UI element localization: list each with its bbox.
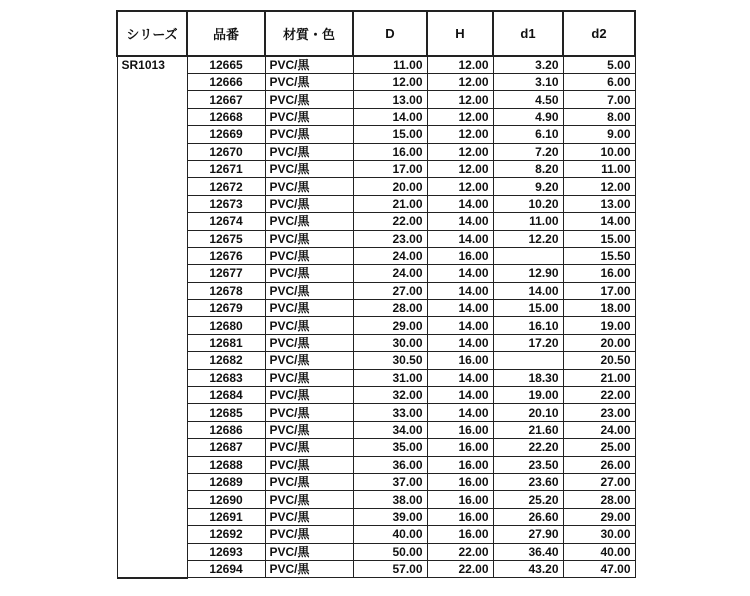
h-cell: 12.00 bbox=[427, 126, 493, 143]
part-code-cell: 12667 bbox=[187, 91, 265, 108]
table-row bbox=[117, 265, 635, 282]
d2-cell: 40.00 bbox=[563, 543, 635, 560]
table-row bbox=[117, 317, 635, 334]
table-header bbox=[117, 11, 635, 56]
material-cell: PVC/黒 bbox=[265, 508, 353, 525]
part-code-cell: 12683 bbox=[187, 369, 265, 386]
part-code-cell: 12669 bbox=[187, 126, 265, 143]
h-cell: 14.00 bbox=[427, 282, 493, 299]
header-code: 品番 bbox=[187, 11, 265, 56]
table-row bbox=[117, 508, 635, 525]
d-cell: 35.00 bbox=[353, 439, 427, 456]
part-code-cell: 12673 bbox=[187, 195, 265, 212]
material-cell: PVC/黒 bbox=[265, 387, 353, 404]
d2-cell: 16.00 bbox=[563, 265, 635, 282]
h-cell: 12.00 bbox=[427, 108, 493, 125]
d2-cell: 15.00 bbox=[563, 230, 635, 247]
d2-cell: 17.00 bbox=[563, 282, 635, 299]
d2-cell: 9.00 bbox=[563, 126, 635, 143]
d-cell: 24.00 bbox=[353, 265, 427, 282]
d-cell: 30.00 bbox=[353, 334, 427, 351]
material-cell: PVC/黒 bbox=[265, 352, 353, 369]
h-cell: 12.00 bbox=[427, 91, 493, 108]
d1-cell: 8.20 bbox=[493, 160, 563, 177]
d2-cell: 27.00 bbox=[563, 473, 635, 490]
material-cell: PVC/黒 bbox=[265, 543, 353, 560]
h-cell: 14.00 bbox=[427, 195, 493, 212]
d-cell: 32.00 bbox=[353, 387, 427, 404]
d1-cell: 14.00 bbox=[493, 282, 563, 299]
h-cell: 16.00 bbox=[427, 473, 493, 490]
part-code-cell: 12684 bbox=[187, 387, 265, 404]
table-row bbox=[117, 178, 635, 195]
table-row bbox=[117, 195, 635, 212]
header-d2: d2 bbox=[563, 11, 635, 56]
table-row bbox=[117, 300, 635, 317]
d1-cell: 26.60 bbox=[493, 508, 563, 525]
d-cell: 28.00 bbox=[353, 300, 427, 317]
d-cell: 57.00 bbox=[353, 560, 427, 577]
table-row bbox=[117, 74, 635, 91]
material-cell: PVC/黒 bbox=[265, 404, 353, 421]
material-cell: PVC/黒 bbox=[265, 491, 353, 508]
part-code-cell: 12674 bbox=[187, 213, 265, 230]
d1-cell bbox=[493, 352, 563, 369]
d1-cell: 23.50 bbox=[493, 456, 563, 473]
d1-cell: 4.90 bbox=[493, 108, 563, 125]
d2-cell: 10.00 bbox=[563, 143, 635, 160]
material-cell: PVC/黒 bbox=[265, 91, 353, 108]
d2-cell: 12.00 bbox=[563, 178, 635, 195]
d2-cell: 15.50 bbox=[563, 247, 635, 264]
part-code-cell: 12689 bbox=[187, 473, 265, 490]
part-code-cell: 12665 bbox=[187, 56, 265, 74]
d1-cell: 3.10 bbox=[493, 74, 563, 91]
material-cell: PVC/黒 bbox=[265, 213, 353, 230]
table-body bbox=[117, 56, 635, 578]
table-row bbox=[117, 91, 635, 108]
d-cell: 30.50 bbox=[353, 352, 427, 369]
d2-cell: 30.00 bbox=[563, 526, 635, 543]
material-cell: PVC/黒 bbox=[265, 317, 353, 334]
material-cell: PVC/黒 bbox=[265, 369, 353, 386]
d-cell: 12.00 bbox=[353, 74, 427, 91]
d-cell: 34.00 bbox=[353, 421, 427, 438]
d-cell: 31.00 bbox=[353, 369, 427, 386]
spec-table bbox=[116, 10, 636, 579]
d-cell: 33.00 bbox=[353, 404, 427, 421]
table-row bbox=[117, 56, 635, 74]
d1-cell: 36.40 bbox=[493, 543, 563, 560]
d1-cell: 27.90 bbox=[493, 526, 563, 543]
table-row bbox=[117, 491, 635, 508]
material-cell: PVC/黒 bbox=[265, 300, 353, 317]
header-material: 材質・色 bbox=[265, 11, 353, 56]
d1-cell: 20.10 bbox=[493, 404, 563, 421]
h-cell: 16.00 bbox=[427, 526, 493, 543]
table-row bbox=[117, 352, 635, 369]
material-cell: PVC/黒 bbox=[265, 439, 353, 456]
d-cell: 11.00 bbox=[353, 56, 427, 74]
table-row bbox=[117, 282, 635, 299]
d-cell: 17.00 bbox=[353, 160, 427, 177]
d-cell: 20.00 bbox=[353, 178, 427, 195]
table-row bbox=[117, 126, 635, 143]
part-code-cell: 12685 bbox=[187, 404, 265, 421]
part-code-cell: 12672 bbox=[187, 178, 265, 195]
header-d: D bbox=[353, 11, 427, 56]
h-cell: 14.00 bbox=[427, 334, 493, 351]
part-code-cell: 12690 bbox=[187, 491, 265, 508]
table-row bbox=[117, 456, 635, 473]
table-row bbox=[117, 439, 635, 456]
table-row bbox=[117, 404, 635, 421]
h-cell: 12.00 bbox=[427, 178, 493, 195]
d1-cell: 21.60 bbox=[493, 421, 563, 438]
d1-cell: 19.00 bbox=[493, 387, 563, 404]
material-cell: PVC/黒 bbox=[265, 334, 353, 351]
h-cell: 16.00 bbox=[427, 421, 493, 438]
table-row bbox=[117, 213, 635, 230]
d2-cell: 29.00 bbox=[563, 508, 635, 525]
d-cell: 50.00 bbox=[353, 543, 427, 560]
part-code-cell: 12687 bbox=[187, 439, 265, 456]
h-cell: 12.00 bbox=[427, 160, 493, 177]
material-cell: PVC/黒 bbox=[265, 230, 353, 247]
h-cell: 16.00 bbox=[427, 247, 493, 264]
part-code-cell: 12670 bbox=[187, 143, 265, 160]
d1-cell: 22.20 bbox=[493, 439, 563, 456]
material-cell: PVC/黒 bbox=[265, 160, 353, 177]
h-cell: 16.00 bbox=[427, 352, 493, 369]
d1-cell: 12.90 bbox=[493, 265, 563, 282]
part-code-cell: 12682 bbox=[187, 352, 265, 369]
d2-cell: 8.00 bbox=[563, 108, 635, 125]
d2-cell: 7.00 bbox=[563, 91, 635, 108]
material-cell: PVC/黒 bbox=[265, 456, 353, 473]
material-cell: PVC/黒 bbox=[265, 108, 353, 125]
part-code-cell: 12678 bbox=[187, 282, 265, 299]
d1-cell: 25.20 bbox=[493, 491, 563, 508]
d1-cell: 12.20 bbox=[493, 230, 563, 247]
d2-cell: 22.00 bbox=[563, 387, 635, 404]
material-cell: PVC/黒 bbox=[265, 421, 353, 438]
h-cell: 14.00 bbox=[427, 230, 493, 247]
part-code-cell: 12677 bbox=[187, 265, 265, 282]
d2-cell: 6.00 bbox=[563, 74, 635, 91]
d-cell: 23.00 bbox=[353, 230, 427, 247]
table-row bbox=[117, 473, 635, 490]
d-cell: 16.00 bbox=[353, 143, 427, 160]
table-row bbox=[117, 160, 635, 177]
d1-cell: 18.30 bbox=[493, 369, 563, 386]
d2-cell: 14.00 bbox=[563, 213, 635, 230]
d2-cell: 20.00 bbox=[563, 334, 635, 351]
h-cell: 14.00 bbox=[427, 317, 493, 334]
d-cell: 29.00 bbox=[353, 317, 427, 334]
material-cell: PVC/黒 bbox=[265, 126, 353, 143]
d-cell: 21.00 bbox=[353, 195, 427, 212]
material-cell: PVC/黒 bbox=[265, 195, 353, 212]
material-cell: PVC/黒 bbox=[265, 560, 353, 577]
part-code-cell: 12694 bbox=[187, 560, 265, 577]
part-code-cell: 12688 bbox=[187, 456, 265, 473]
d1-cell: 16.10 bbox=[493, 317, 563, 334]
d1-cell: 4.50 bbox=[493, 91, 563, 108]
part-code-cell: 12676 bbox=[187, 247, 265, 264]
material-cell: PVC/黒 bbox=[265, 265, 353, 282]
header-row bbox=[117, 11, 635, 56]
series-cell: SR1013 bbox=[117, 56, 187, 578]
part-code-cell: 12666 bbox=[187, 74, 265, 91]
h-cell: 14.00 bbox=[427, 387, 493, 404]
d-cell: 39.00 bbox=[353, 508, 427, 525]
d-cell: 27.00 bbox=[353, 282, 427, 299]
h-cell: 12.00 bbox=[427, 143, 493, 160]
table-row bbox=[117, 560, 635, 577]
h-cell: 16.00 bbox=[427, 456, 493, 473]
d1-cell: 15.00 bbox=[493, 300, 563, 317]
material-cell: PVC/黒 bbox=[265, 56, 353, 74]
table-row bbox=[117, 387, 635, 404]
header-series: シリーズ bbox=[117, 11, 187, 56]
part-code-cell: 12680 bbox=[187, 317, 265, 334]
h-cell: 14.00 bbox=[427, 300, 493, 317]
d2-cell: 5.00 bbox=[563, 56, 635, 74]
table-row bbox=[117, 369, 635, 386]
d1-cell: 9.20 bbox=[493, 178, 563, 195]
material-cell: PVC/黒 bbox=[265, 282, 353, 299]
h-cell: 14.00 bbox=[427, 213, 493, 230]
d2-cell: 28.00 bbox=[563, 491, 635, 508]
h-cell: 22.00 bbox=[427, 560, 493, 577]
table-row bbox=[117, 334, 635, 351]
part-code-cell: 12693 bbox=[187, 543, 265, 560]
h-cell: 16.00 bbox=[427, 439, 493, 456]
d-cell: 24.00 bbox=[353, 247, 427, 264]
part-code-cell: 12675 bbox=[187, 230, 265, 247]
d1-cell bbox=[493, 247, 563, 264]
part-code-cell: 12671 bbox=[187, 160, 265, 177]
table-row bbox=[117, 143, 635, 160]
table-row bbox=[117, 421, 635, 438]
d1-cell: 11.00 bbox=[493, 213, 563, 230]
d-cell: 36.00 bbox=[353, 456, 427, 473]
h-cell: 16.00 bbox=[427, 491, 493, 508]
d-cell: 37.00 bbox=[353, 473, 427, 490]
h-cell: 14.00 bbox=[427, 404, 493, 421]
table-row bbox=[117, 230, 635, 247]
d2-cell: 23.00 bbox=[563, 404, 635, 421]
part-code-cell: 12679 bbox=[187, 300, 265, 317]
d2-cell: 19.00 bbox=[563, 317, 635, 334]
d-cell: 15.00 bbox=[353, 126, 427, 143]
material-cell: PVC/黒 bbox=[265, 178, 353, 195]
part-code-cell: 12668 bbox=[187, 108, 265, 125]
d-cell: 13.00 bbox=[353, 91, 427, 108]
d2-cell: 25.00 bbox=[563, 439, 635, 456]
material-cell: PVC/黒 bbox=[265, 247, 353, 264]
h-cell: 14.00 bbox=[427, 369, 493, 386]
material-cell: PVC/黒 bbox=[265, 74, 353, 91]
d1-cell: 7.20 bbox=[493, 143, 563, 160]
d2-cell: 26.00 bbox=[563, 456, 635, 473]
d2-cell: 13.00 bbox=[563, 195, 635, 212]
h-cell: 22.00 bbox=[427, 543, 493, 560]
d-cell: 38.00 bbox=[353, 491, 427, 508]
material-cell: PVC/黒 bbox=[265, 143, 353, 160]
table-row bbox=[117, 526, 635, 543]
d2-cell: 18.00 bbox=[563, 300, 635, 317]
d1-cell: 43.20 bbox=[493, 560, 563, 577]
table-row bbox=[117, 108, 635, 125]
d2-cell: 20.50 bbox=[563, 352, 635, 369]
d1-cell: 10.20 bbox=[493, 195, 563, 212]
h-cell: 12.00 bbox=[427, 74, 493, 91]
d2-cell: 21.00 bbox=[563, 369, 635, 386]
h-cell: 14.00 bbox=[427, 265, 493, 282]
part-code-cell: 12692 bbox=[187, 526, 265, 543]
header-d1: d1 bbox=[493, 11, 563, 56]
d2-cell: 24.00 bbox=[563, 421, 635, 438]
h-cell: 12.00 bbox=[427, 56, 493, 74]
material-cell: PVC/黒 bbox=[265, 526, 353, 543]
d1-cell: 3.20 bbox=[493, 56, 563, 74]
d1-cell: 6.10 bbox=[493, 126, 563, 143]
d-cell: 22.00 bbox=[353, 213, 427, 230]
h-cell: 16.00 bbox=[427, 508, 493, 525]
part-code-cell: 12686 bbox=[187, 421, 265, 438]
d2-cell: 11.00 bbox=[563, 160, 635, 177]
d2-cell: 47.00 bbox=[563, 560, 635, 577]
d1-cell: 23.60 bbox=[493, 473, 563, 490]
part-code-cell: 12691 bbox=[187, 508, 265, 525]
header-h: H bbox=[427, 11, 493, 56]
d1-cell: 17.20 bbox=[493, 334, 563, 351]
material-cell: PVC/黒 bbox=[265, 473, 353, 490]
part-code-cell: 12681 bbox=[187, 334, 265, 351]
d-cell: 40.00 bbox=[353, 526, 427, 543]
d-cell: 14.00 bbox=[353, 108, 427, 125]
table-row bbox=[117, 247, 635, 264]
table-row bbox=[117, 543, 635, 560]
